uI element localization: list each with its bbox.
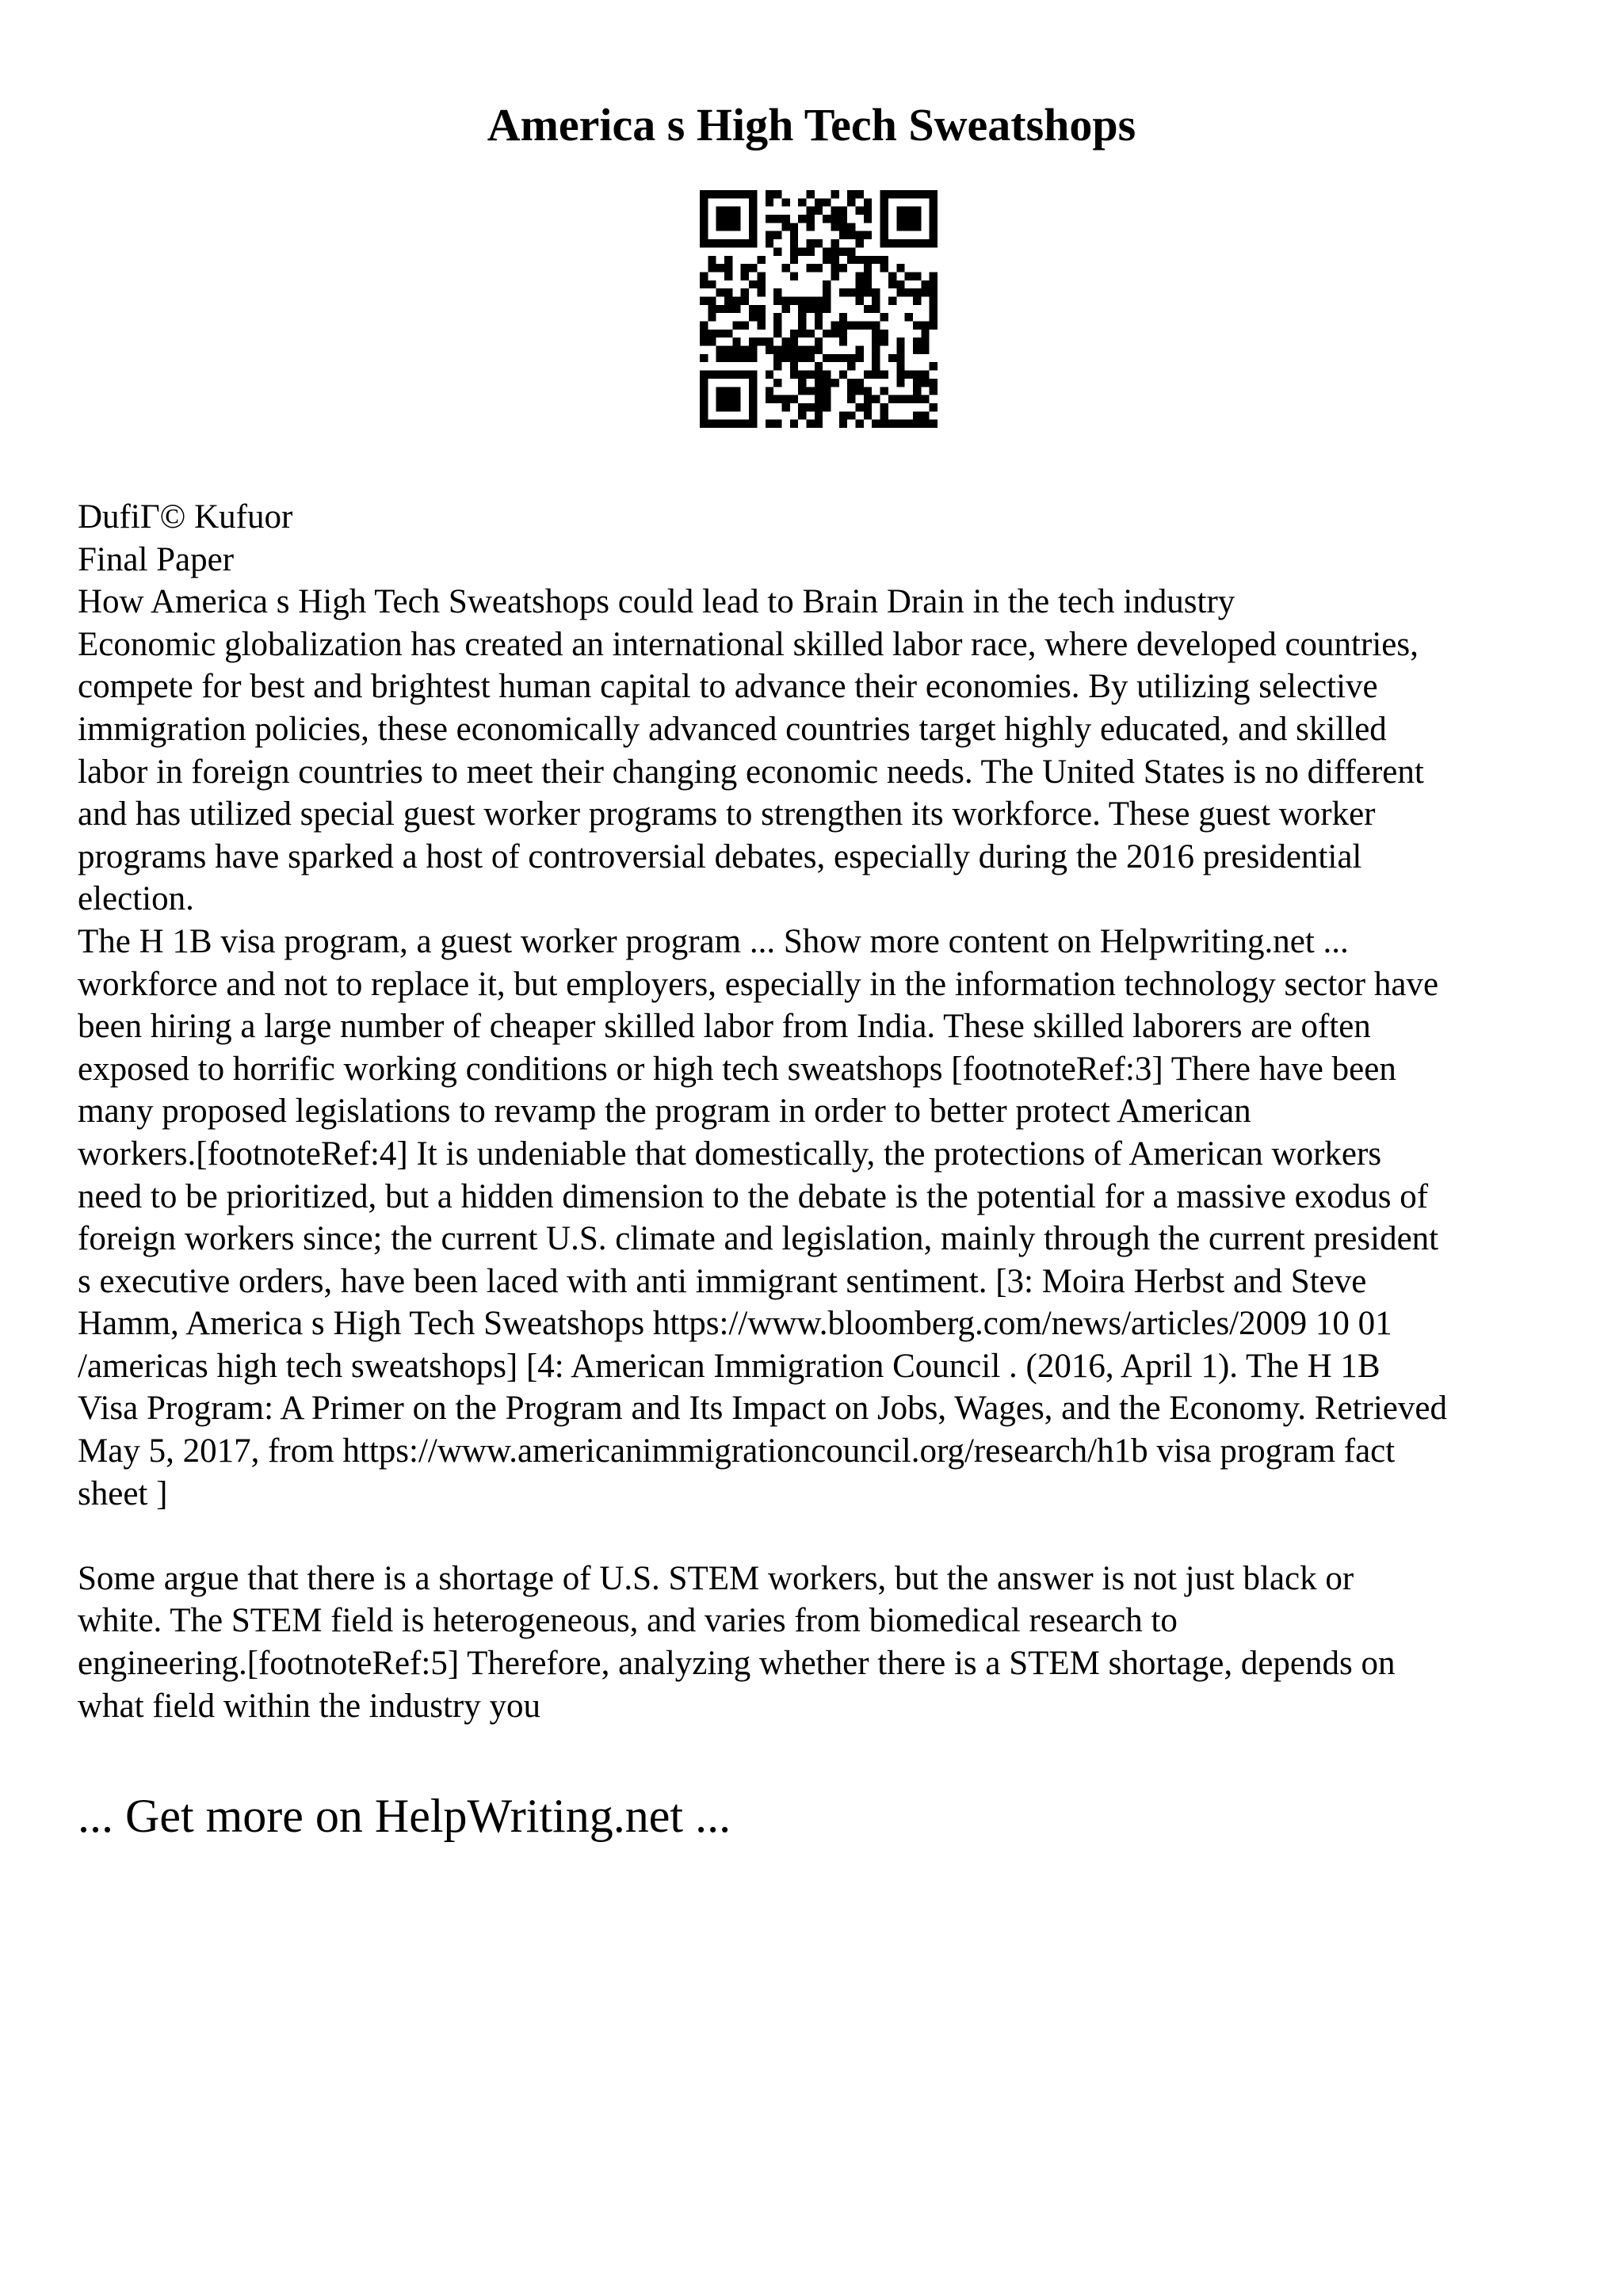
paragraph-line: need to be prioritized, but a hidden dimension to the debate is the potential for a massive exodus of xyxy=(78,1177,1429,1215)
paragraph-line: Hamm, America s High Tech Sweatshops https://www.bloomberg.com/news/articles/2009 10 01 xyxy=(78,1305,1392,1343)
essay-heading: How America s High Tech Sweatshops could lead to Brain Drain in the tech industry xyxy=(78,583,1235,621)
paragraph-line: foreign workers since; the current U.S. climate and legislation, mainly through the current president xyxy=(78,1220,1439,1258)
qr-code-graphic xyxy=(700,190,938,428)
paragraph-line: May 5, 2017, from https://www.americanimmigrationcouncil.org/research/h1b visa program fact xyxy=(78,1432,1396,1470)
paragraph-line: s executive orders, have been laced with anti immigrant sentiment. [3: Moira Herbst and Steve xyxy=(78,1262,1367,1300)
paragraph-line: compete for best and brightest human capital to advance their economies. By utilizing selective xyxy=(78,668,1378,706)
paragraph-line: white. The STEM field is heterogeneous, and varies from biomedical research to xyxy=(78,1602,1178,1640)
paragraph-line: what field within the industry you xyxy=(78,1687,541,1725)
document-type: Final Paper xyxy=(78,540,235,578)
paragraph-line: exposed to horrific working conditions or high tech sweatshops [footnoteRef:3] There have been xyxy=(78,1050,1396,1088)
paragraph-2 xyxy=(78,921,1583,1515)
paragraph-line: immigration policies, these economically advanced countries target highly educated, and skilled xyxy=(78,710,1387,748)
paragraph-line: Economic globalization has created an international skilled labor race, where developed countries, xyxy=(78,625,1419,663)
get-more-link[interactable]: ... Get more on HelpWriting.net ... xyxy=(78,1790,731,1842)
qr-code-icon xyxy=(700,190,938,428)
document-title: America s High Tech Sweatshops xyxy=(487,99,1136,151)
paragraph-line: many proposed legislations to revamp the program in order to better protect American xyxy=(78,1093,1251,1131)
paragraph-spacer xyxy=(78,1515,1583,1558)
paragraph-line: sheet ] xyxy=(78,1474,168,1512)
paragraph-line: labor in foreign countries to meet their changing economic needs. The United States is no different xyxy=(78,753,1424,791)
document-body xyxy=(78,496,1583,1727)
paragraph-1 xyxy=(78,624,1583,921)
paragraph-line: election. xyxy=(78,880,194,918)
author-name: DufiГ© Kufuor xyxy=(78,498,293,536)
paragraph-line: engineering.[footnoteRef:5] Therefore, analyzing whether there is a STEM shortage, depends on xyxy=(78,1645,1396,1683)
paragraph-3 xyxy=(78,1558,1583,1727)
paragraph-line: workforce and not to replace it, but employers, especially in the information technology sector have xyxy=(78,965,1439,1003)
paragraph-line: and has utilized special guest worker programs to strengthen its workforce. These guest worker xyxy=(78,795,1376,833)
paragraph-line: Some argue that there is a shortage of U.S. STEM workers, but the answer is not just black or xyxy=(78,1559,1354,1597)
paragraph-line: /americas high tech sweatshops] [4: American Immigration Council . (2016, April 1). The H 1B xyxy=(78,1347,1381,1385)
paragraph-line: workers.[footnoteRef:4] It is undeniable that domestically, the protections of American workers xyxy=(78,1135,1382,1173)
paragraph-line: The H 1B visa program, a guest worker program ... Show more content on Helpwriting.net ... xyxy=(78,922,1349,960)
paragraph-line: programs have sparked a host of controversial debates, especially during the 2016 presidential xyxy=(78,837,1362,875)
paragraph-line: Visa Program: A Primer on the Program and Its Impact on Jobs, Wages, and the Economy. Retrieved xyxy=(78,1390,1447,1428)
paragraph-line: been hiring a large number of cheaper skilled labor from India. These skilled laborers are often xyxy=(78,1008,1371,1046)
